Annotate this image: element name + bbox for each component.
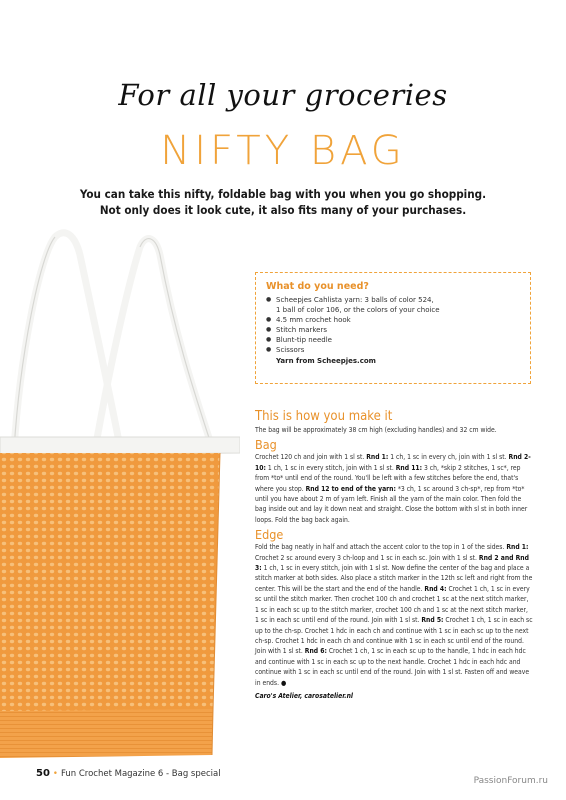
designer-credit: Caro's Atelier, carosatelier.nl [255,691,353,700]
materials-list [266,295,520,355]
materials-heading: What do you need? [266,281,369,292]
footer-bullet: • [52,769,58,779]
howto-heading: This is how you make it [255,409,393,424]
materials-item: ● Stitch markers [266,325,520,335]
edge-heading: Edge [255,527,284,543]
page-number: 50 [36,768,50,779]
intro-line-1: You can take this nifty, foldable bag with you when you go shopping. [79,187,487,201]
bag-heading: Bag [255,437,277,453]
edge-instructions: Fold the bag neatly in half and attach the accent color to the top in 1 of the sides. Rnd 1: Crochet 2 sc around every 3 ch-loop and 1 sc in each sc. Join with 1 sl st. Rnd 2 and Rnd 3: 1 ch, 1 sc in every stitch, join with 1 sl st. Now define the center of the bag and place a stitch marker at both sides. Also place a stitch marker in the 12th sc left and right from the center. This will be the start and the end of the handle. Rnd 4: Crochet 1 ch, 1 sc in every sc until the stitch marker. Then crochet 100 ch and crochet 1 sc at the next stitch marker, 1 sc in each sc up to the stitch marker, crochet 100 ch and 1 sc at the next stitch marker, 1 sc in each sc until end of the round. Join with 1 sl st. Rnd 5: Crochet 1 ch, 1 sc in each sc up to the ch-sp. Crochet 1 hdc in each ch and continue with 1 sc in each sc up to the next ch-sp. Crochet 1 hdc in each ch and continue with 1 sc in each sc until end of the round. Join with 1 sl st. Rnd 6: Crochet 1 ch, 1 sc in each sc up to the handle, 1 hdc in each hdc and continue with 1 sc in each sc up to the next handle. Crochet 1 hdc in each hdc and continue with 1 sc in each sc until end of the round. Join with 1 sl st. Fasten off and weave in ends. ● [255,543,533,687]
page-title: NIFTY BAG [160,128,406,174]
materials-item: ● Scissors [266,345,520,355]
howto-text: The bag will be approximately 38 cm high (excluding handles) and 32 cm wide. [255,426,497,434]
bag-white-rim [0,437,240,455]
bag-bottom-band [0,709,213,758]
page-footer [36,768,221,779]
yarn-source: Yarn from Scheepjes.com [276,357,376,365]
bag-photo [0,225,240,775]
materials-item: ● Scheepjes Cahlista yarn: 3 balls of color 524, [266,295,520,305]
instructions-column [255,409,533,701]
materials-item: ● Blunt-tip needle [266,335,520,345]
bag-mesh-body [0,453,220,713]
intro-text [60,186,506,218]
magazine-name: Fun Crochet Magazine 6 - Bag special [60,769,221,779]
watermark: PassionForum.ru [473,776,548,786]
materials-box [255,272,531,384]
intro-line-2: Not only does it look cute, it also fits many of your purchases. [99,203,467,217]
materials-item: ● 4.5 mm crochet hook [266,315,520,325]
end-mark: ● [280,678,287,687]
materials-item-continuation: 1 ball of color 106, or the colors of your choice [276,306,440,314]
bag-instructions: Crochet 120 ch and join with 1 sl st. Rnd 1: 1 ch, 1 sc in every ch, join with 1 sl st. Rnd 2-10: 1 ch, 1 sc in every stitch, join with 1 sl st. Rnd 11: 3 ch, *skip 2 stitches, 1 sc*, rep from *to* until end of the round. You'll be left with a few stitches before the end, that's where you stop. Rnd 12 to end of the yarn: *3 ch, 1 sc around 3 ch-sp*, rep from *to* until you have about 2 m of yarn left. Finish all the yarn of the main color. Then fold the bag inside out and lay it down neat and straight. Close the bottom with sl st in both inner loops. Fold the bag back again. [255,453,531,524]
script-title: For all your groceries [118,78,448,112]
